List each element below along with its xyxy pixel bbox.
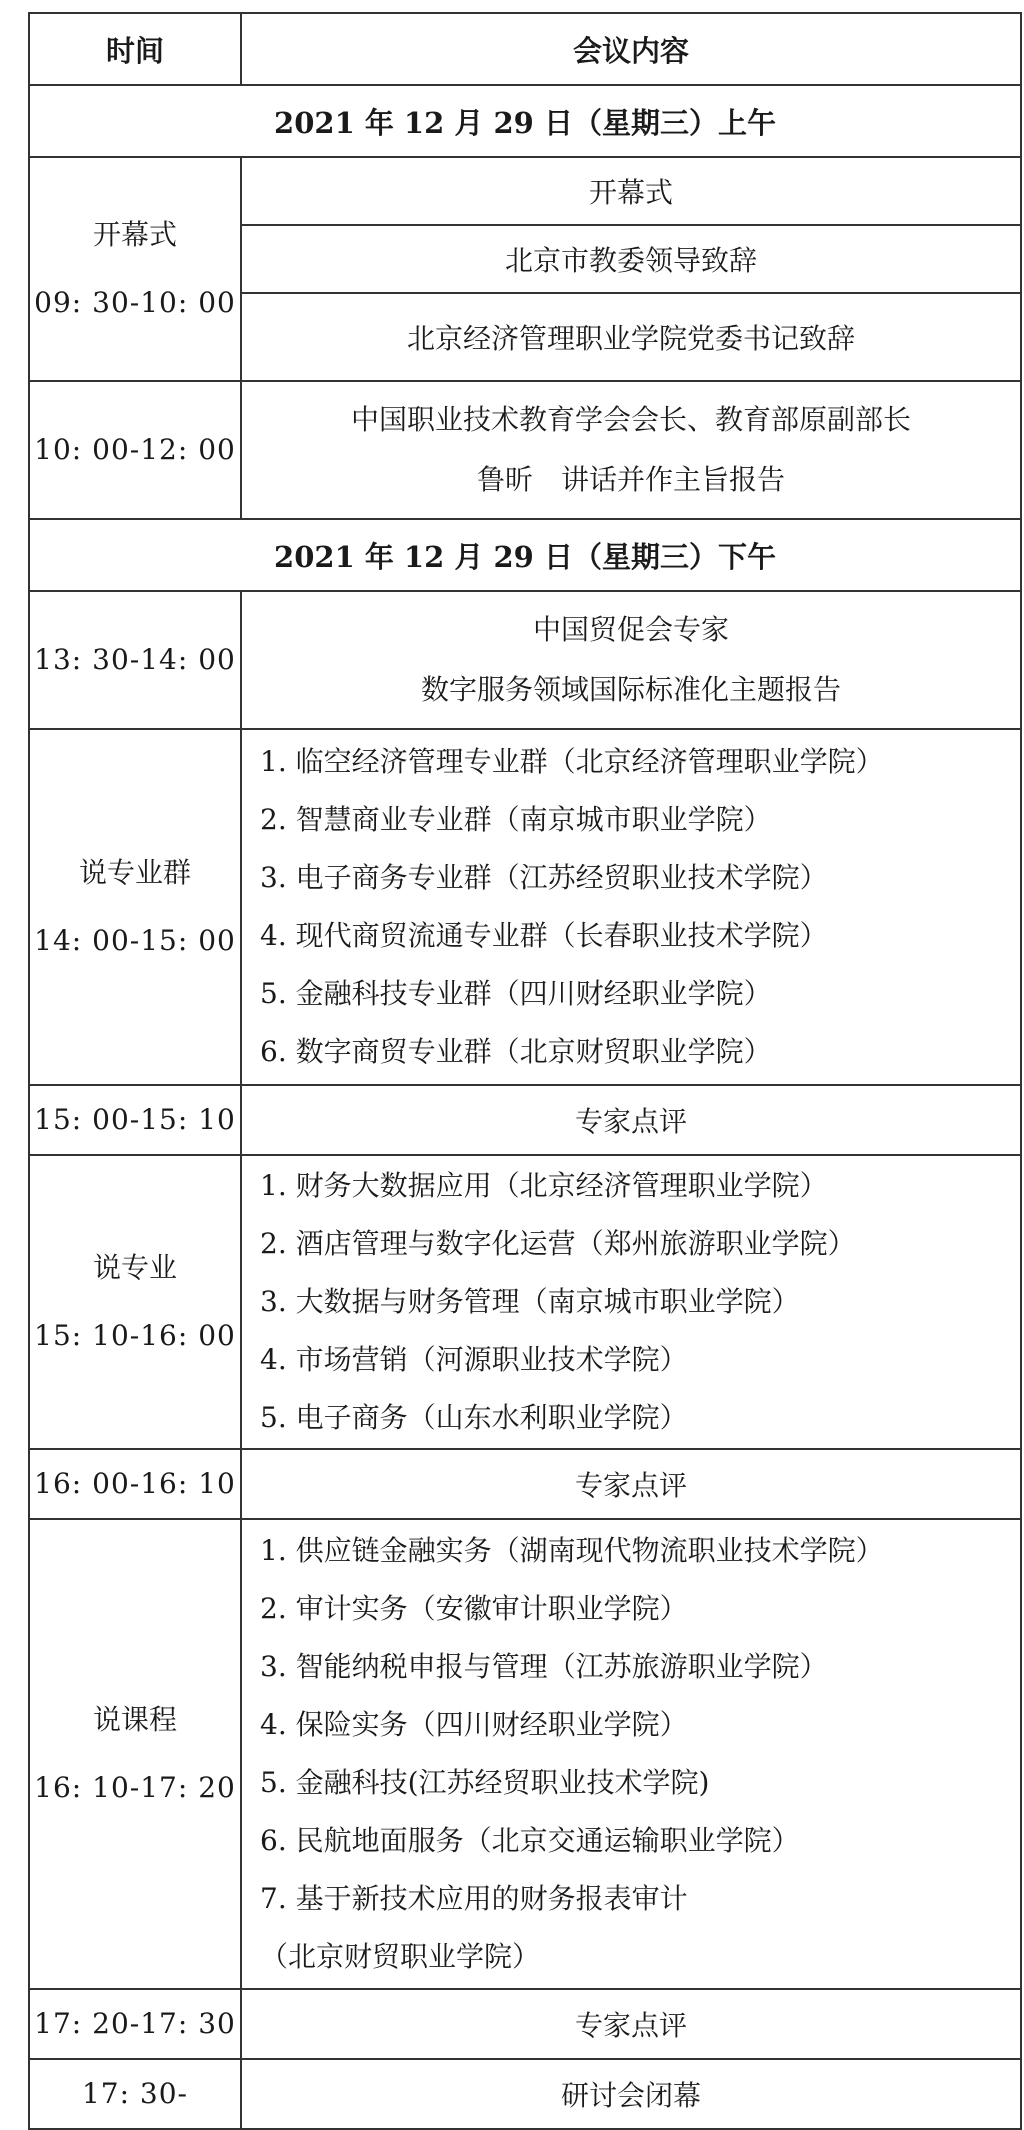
list-item: 5. 金融科技(江苏经贸职业技术学院) xyxy=(260,1766,710,1799)
courses-title: 说课程 xyxy=(92,1703,177,1736)
list-item: 4. 保险实务（四川财经职业学院） xyxy=(260,1708,688,1741)
table-row xyxy=(29,157,1021,225)
majors-title: 说专业 xyxy=(92,1251,177,1284)
opening-time-cell xyxy=(29,157,241,381)
closing-label: 研讨会闭幕 xyxy=(241,2059,1021,2129)
table-row xyxy=(29,591,1021,729)
afternoon-date: 2021 年 12 月 29 日（星期三）下午 xyxy=(29,519,1021,591)
table-row xyxy=(29,1155,1021,1449)
table-row xyxy=(29,1519,1021,1989)
review3-time: 17: 20-17: 30 xyxy=(29,1989,241,2059)
groups-time: 14: 00-15: 00 xyxy=(34,924,236,957)
keynote-content xyxy=(241,381,1021,519)
review1-label: 专家点评 xyxy=(241,1085,1021,1155)
list-item: 5. 金融科技专业群（四川财经职业学院） xyxy=(260,977,772,1010)
trade-report-line: 中国贸促会专家 xyxy=(532,613,729,646)
opening-item: 开幕式 xyxy=(241,157,1021,225)
groups-time-cell xyxy=(29,729,241,1085)
review2-time: 16: 00-16: 10 xyxy=(29,1449,241,1519)
list-item: 6. 民航地面服务（北京交通运输职业学院） xyxy=(260,1824,800,1857)
list-item: 1. 临空经济管理专业群（北京经济管理职业学院） xyxy=(260,745,884,778)
list-item: 3. 大数据与财务管理（南京城市职业学院） xyxy=(260,1285,800,1318)
table-row xyxy=(29,2059,1021,2129)
table-row xyxy=(29,1449,1021,1519)
list-item: 5. 电子商务（山东水利职业学院） xyxy=(260,1401,688,1434)
groups-list xyxy=(241,729,1021,1085)
table-row xyxy=(29,1085,1021,1155)
trade-report-line: 数字服务领域国际标准化主题报告 xyxy=(420,673,841,706)
trade-report-content xyxy=(241,591,1021,729)
majors-time-cell xyxy=(29,1155,241,1449)
list-item: 3. 电子商务专业群（江苏经贸职业技术学院） xyxy=(260,861,828,894)
table-row xyxy=(29,729,1021,1085)
opening-item: 北京市教委领导致辞 xyxy=(241,225,1021,293)
opening-title: 开幕式 xyxy=(92,218,177,251)
majors-time: 15: 10-16: 00 xyxy=(34,1319,236,1352)
afternoon-date-row xyxy=(29,519,1021,591)
list-item: 2. 酒店管理与数字化运营（郑州旅游职业学院） xyxy=(260,1227,856,1260)
closing-time: 17: 30- xyxy=(29,2059,241,2129)
content-column-header: 会议内容 xyxy=(241,13,1021,85)
table-header xyxy=(29,13,1021,85)
majors-list xyxy=(241,1155,1021,1449)
review3-label: 专家点评 xyxy=(241,1989,1021,2059)
morning-date: 2021 年 12 月 29 日（星期三）上午 xyxy=(29,85,1021,157)
list-item: 6. 数字商贸专业群（北京财贸职业学院） xyxy=(260,1035,772,1068)
opening-item: 北京经济管理职业学院党委书记致辞 xyxy=(241,293,1021,381)
time-column-header: 时间 xyxy=(29,13,241,85)
trade-report-time: 13: 30-14: 00 xyxy=(29,591,241,729)
keynote-line: 中国职业技术教育学会会长、教育部原副部长 xyxy=(350,403,911,436)
table-row xyxy=(29,381,1021,519)
courses-time-cell xyxy=(29,1519,241,1989)
review1-time: 15: 00-15: 10 xyxy=(29,1085,241,1155)
list-item: 4. 现代商贸流通专业群（长春职业技术学院） xyxy=(260,919,828,952)
courses-time: 16: 10-17: 20 xyxy=(34,1771,236,1804)
list-item: 2. 审计实务（安徽审计职业学院） xyxy=(260,1592,688,1625)
opening-time: 09: 30-10: 00 xyxy=(34,286,236,319)
review2-label: 专家点评 xyxy=(241,1449,1021,1519)
list-item: （北京财贸职业学院） xyxy=(260,1940,541,1973)
agenda-table xyxy=(28,12,1022,2130)
list-item: 7. 基于新技术应用的财务报表审计 xyxy=(260,1882,688,1915)
list-item: 4. 市场营销（河源职业技术学院） xyxy=(260,1343,688,1376)
keynote-line: 鲁昕 讲话并作主旨报告 xyxy=(476,463,785,496)
keynote-time: 10: 00-12: 00 xyxy=(29,381,241,519)
list-item: 1. 供应链金融实务（湖南现代物流职业技术学院） xyxy=(260,1534,884,1567)
list-item: 1. 财务大数据应用（北京经济管理职业学院） xyxy=(260,1169,828,1202)
list-item: 2. 智慧商业专业群（南京城市职业学院） xyxy=(260,803,772,836)
courses-list xyxy=(241,1519,1021,1989)
table-row xyxy=(29,1989,1021,2059)
morning-date-row xyxy=(29,85,1021,157)
groups-title: 说专业群 xyxy=(78,856,191,889)
list-item: 3. 智能纳税申报与管理（江苏旅游职业学院） xyxy=(260,1650,828,1683)
